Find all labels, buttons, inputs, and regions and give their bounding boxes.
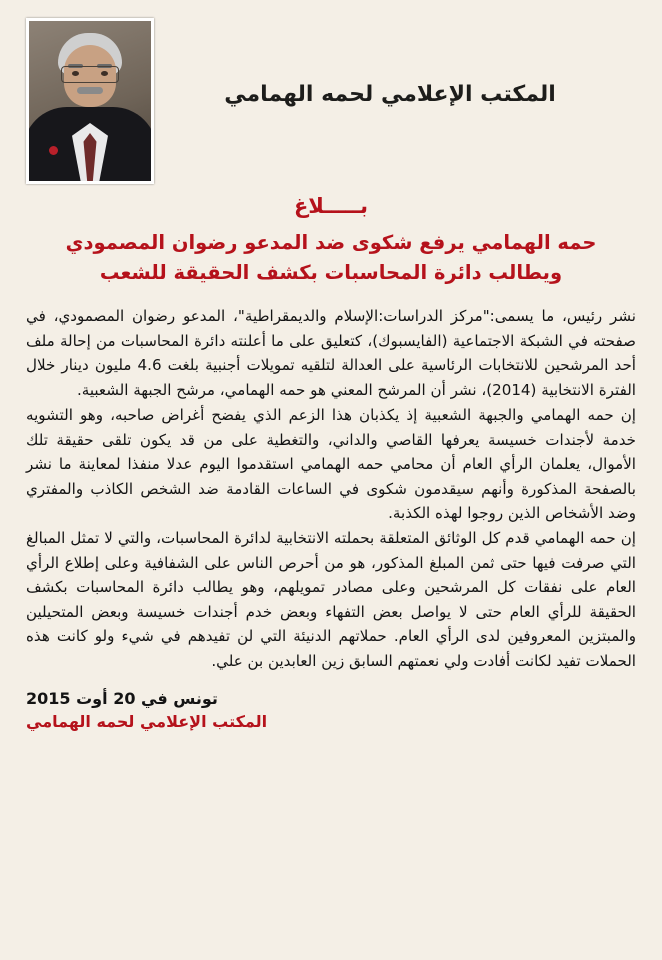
- footer-date: تونس في 20 أوت 2015: [26, 689, 218, 708]
- headline-line-2: ويطالب دائرة المحاسبات بكشف الحقيقة للشعب: [99, 261, 563, 285]
- portrait-mustache: [77, 87, 103, 94]
- headline-line-1: حمه الهمامي يرفع شكوى ضد المدعو رضوان المصمودي: [65, 231, 597, 254]
- footer-office-name: المكتب الإعلامي لحمه الهمامي: [26, 712, 268, 731]
- document-header: [26, 18, 636, 188]
- body-paragraph: إن حمه الهمامي والجبهة الشعبية إذ يكذبان هذا الزعم الذي يفضح أغراض صاحبه، وهو التشويه خدمة لأجندات خسيسة يعرفها القاصي والداني، والتغطية على من قد يكون تلقى حقيقة تلك الأموال، يعلمان الرأي العام أن محامي حمه الهمامي استقدموا اليوم عدلا منفذا لمعاينة ما نشر بالصفحة المذكورة وأنهم سيقدمون شكوى في الساعات القادمة ضد الشخص الكاذب والمفتري وضد الأشخاص الذين روجوا لهذه الكذبة.: [26, 406, 636, 522]
- statement-body: [26, 304, 636, 673]
- portrait-photo: [26, 18, 154, 184]
- body-paragraph: إن حمه الهمامي قدم كل الوثائق المتعلقة بحملته الانتخابية لدائرة المحاسبات، والتي لا تمثل المبالغ التي صرفت فيها حتى ثمن المبلغ المذكور، هو من أحرص الناس على الشفافية وعلى إطلاع الرأي العام على نفقات كل المرشحين وعلى مصادر تمويلهم، وهو يطالب دائرة المحاسبات بكشف الحقيقة للرأي العام حتى لا يواصل بعض التفهاء وبعض خدم أجندات خسيسة وبعض المتحيلين والمبتزين المعروفين لدى الرأي العام. حملاتهم الدنيئة التي لن تفيدهم في شيء ولو كانت هذه الحملات تفيد لكانت أفادت ولي نعمتهم السابق زين العابدين بن علي.: [26, 529, 636, 670]
- page-title: المكتب الإعلامي لحمه الهمامي: [224, 82, 556, 107]
- notice-title-block: [26, 194, 636, 288]
- portrait-eye-left: [72, 71, 79, 76]
- body-paragraph: نشر رئيس، ما يسمى:"مركز الدراسات:الإسلام والديمقراطية"، المدعو رضوان المصمودي، في صفحته في الشبكة الاجتماعية (الفايسبوك)، كتعليق على ما أعلنته دائرة المحاسبات من إحالة ملف أحد المرشحين للانتخابات الرئاسية على العدالة لتلقيه تمويلات أجنبية بلغت 4.6 مليون دينار خلال الفترة الانتخابية (2014)، نشر أن المرشح المعني هو حمه الهمامي، مرشح الجبهة الشعبية.: [26, 307, 636, 399]
- portrait-lapel-pin: [49, 146, 58, 155]
- glasses-icon: [61, 66, 119, 83]
- notice-label: بـــــلاغ: [293, 194, 369, 218]
- document-footer: [26, 689, 636, 731]
- portrait-eye-right: [101, 71, 108, 76]
